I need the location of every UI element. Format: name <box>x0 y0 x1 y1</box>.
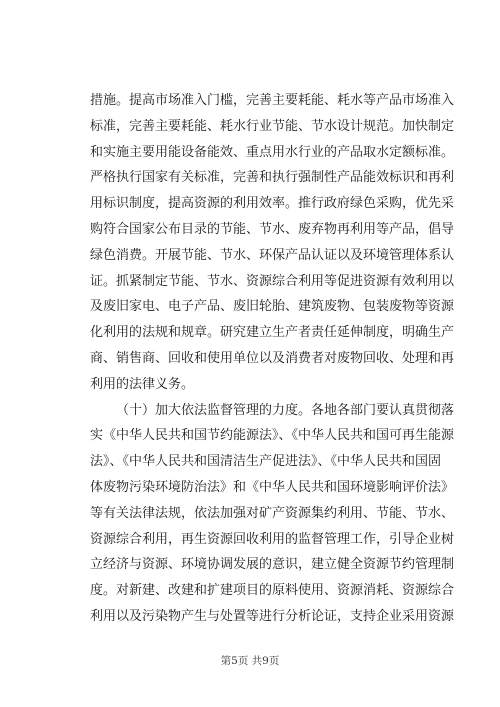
text-line: 等有关法律法规，依法加强对矿产资源集约利用、节能、节水、 <box>90 505 455 521</box>
text-line: 立经济与资源、环境协调发展的意识，建立健全资源节约管理制 <box>90 557 455 573</box>
body-text <box>90 88 455 630</box>
text-line: 法》、《中华人民共和国清洁生产促进法》、《中华人民共和国固 <box>90 454 442 470</box>
paragraph-end-line: 利用的法律义务。 <box>90 376 195 392</box>
text-line: 严格执行国家有关标准，完善和执行强制性产品能效标识和再利 <box>90 170 455 186</box>
text-line: 体废物污染环境防治法》和《中华人民共和国环境影响评价法》 <box>90 479 455 495</box>
text-line: 商、销售商、回收和使用单位以及消费者对废物回收、处理和再 <box>90 350 455 366</box>
text-line: 及废旧家电、电子产品、废旧轮胎、建筑废物、包装废物等资源 <box>90 299 455 315</box>
text-line: 资源综合利用，再生资源回收利用的监督管理工作，引导企业树 <box>90 531 455 547</box>
text-line: 化利用的法规和规章。研究建立生产者责任延伸制度，明确生产 <box>90 325 455 341</box>
text-line: 和实施主要用能设备能效、重点用水行业的产品取水定额标准。 <box>90 144 455 160</box>
paragraph-start-line: （十）加大依法监督管理的力度。各地各部门要认真贯彻落 <box>116 402 455 418</box>
text-line: 实《中华人民共和国节约能源法》、《中华人民共和国可再生能源 <box>90 428 455 444</box>
text-line: 证。抓紧制定节能、节水、资源综合利用等促进资源有效利用以 <box>90 273 455 289</box>
text-line: 购符合国家公布目录的节能、节水、废弃物再利用等产品，倡导 <box>90 221 455 237</box>
text-line: 用标识制度，提高资源的利用效率。推行政府绿色采购，优先采 <box>90 196 455 212</box>
text-line: 度。对新建、改建和扩建项目的原料使用、资源消耗、资源综合 <box>90 583 455 599</box>
page-number-footer: 第5页 共9页 <box>220 655 280 667</box>
text-line: 标准，完善主要耗能、耗水行业节能、节水设计规范。加快制定 <box>90 118 455 134</box>
text-line: 利用以及污染物产生与处置等进行分析论证，支持企业采用资源 <box>90 608 455 624</box>
text-line: 措施。提高市场准入门槛，完善主要耗能、耗水等产品市场准入 <box>90 93 455 108</box>
text-line: 绿色消费。开展节能、节水、环保产品认证以及环境管理体系认 <box>90 247 455 263</box>
